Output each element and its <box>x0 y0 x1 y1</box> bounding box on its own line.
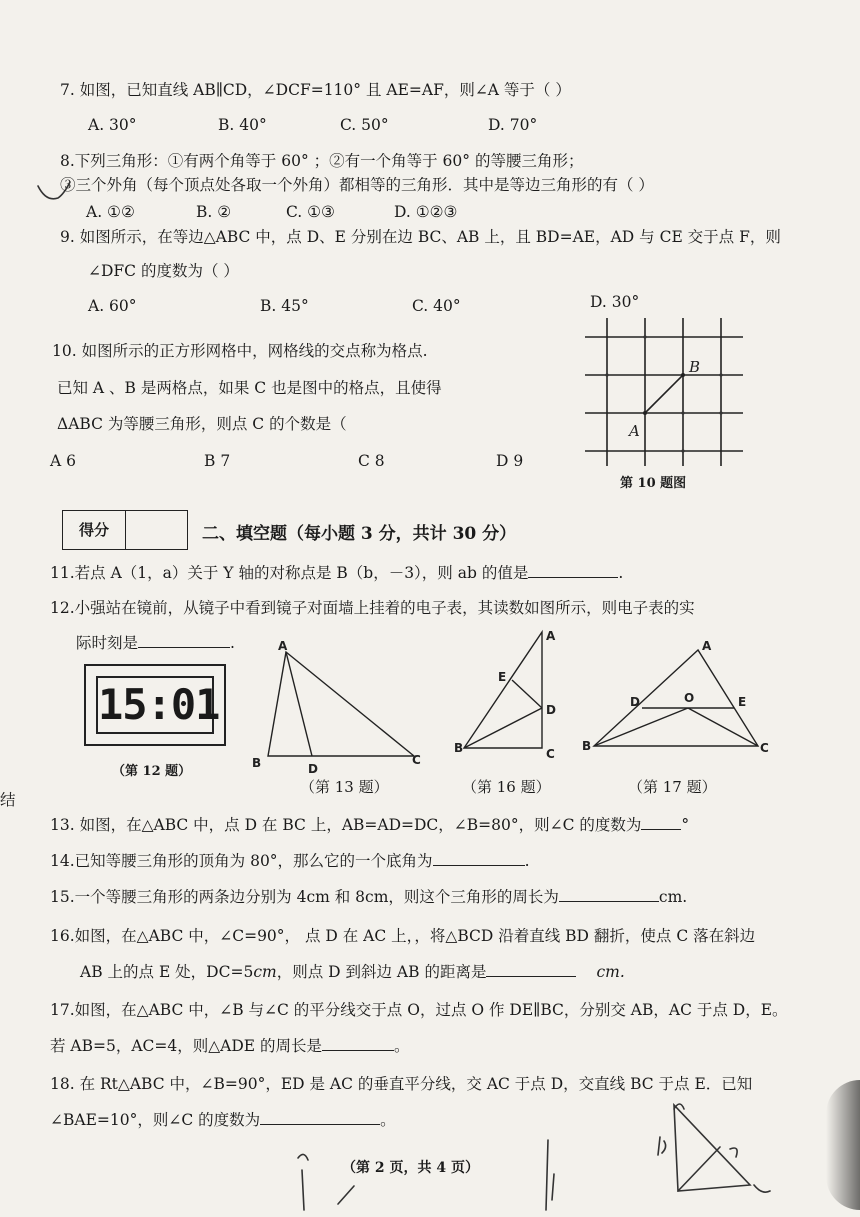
q16-caption: （第 16 题） <box>462 778 551 796</box>
q17-caption: （第 17 题） <box>628 778 717 796</box>
q7-option-c: C. 50° <box>340 116 389 134</box>
q13: 13. 如图，在△ABC 中，点 D 在 BC 上，AB=AD=DC，∠B=80°，则∠C 的度数为 ° <box>50 816 690 834</box>
svg-text:E: E <box>498 670 507 684</box>
svg-text:A: A <box>546 629 556 643</box>
digital-clock <box>84 664 226 746</box>
clock-display: 15:01 <box>96 676 214 734</box>
svg-text:O: O <box>684 691 695 705</box>
q10-stem-line1: 10. 如图所示的正方形网格中，网格线的交点称为格点. <box>52 342 428 360</box>
page-edge-shadow <box>826 1080 860 1210</box>
q18-answer-blank[interactable] <box>260 1110 380 1125</box>
q18-line1: 18. 在 Rt△ABC 中，∠B=90°，ED 是 AC 的垂直平分线，交 AC 于点 D，交直线 BC 于点 E．已知 <box>50 1075 753 1093</box>
fig17-triangle <box>580 640 780 760</box>
svg-text:C: C <box>546 747 555 761</box>
score-box <box>62 510 188 550</box>
svg-text:B: B <box>252 756 262 770</box>
q8-option-c: C. ①③ <box>286 203 335 221</box>
grid-label-a: A <box>629 422 640 440</box>
fig16-triangle <box>450 628 570 763</box>
q12-line1: 12.小强站在镜前，从镜子中看到镜子对面墙上挂着的电子表，其读数如图所示，则电子表的实 <box>50 599 695 617</box>
q7-option-d: D. 70° <box>488 116 538 134</box>
q9-stem-line1: 9. 如图所示，在等边△ABC 中，点 D、E 分别在边 BC、AB 上，且 BD=AE，AD 与 CE 交于点 F，则 <box>60 228 781 246</box>
svg-text:E: E <box>738 695 747 709</box>
page-footer: （第 2 页，共 4 页） <box>342 1160 479 1176</box>
q17-answer-blank[interactable] <box>322 1036 394 1051</box>
q9-option-b: B. 45° <box>260 297 309 315</box>
fig13-triangle <box>252 640 432 780</box>
grid-label-b: B <box>689 358 701 376</box>
svg-text:A: A <box>702 639 712 653</box>
q8-stem-line1: 8.下列三角形：①有两个角等于 60° ；②有一个角等于 60° 的等腰三角形； <box>60 152 584 170</box>
svg-text:D: D <box>308 762 318 776</box>
svg-text:A: A <box>278 639 288 653</box>
q16-line1: 16.如图，在△ABC 中，∠C=90°， 点 D 在 AC 上，，将△BCD 沿着直线 BD 翻折，使点 C 落在斜边 <box>50 927 756 945</box>
svg-text:C: C <box>412 753 421 767</box>
pen-scribble-bottom-mid <box>540 1140 570 1217</box>
q11-answer-blank[interactable] <box>528 563 618 578</box>
q9-option-d: D. 30° <box>590 293 640 311</box>
q16-answer-blank[interactable] <box>486 962 576 977</box>
q12-line2: 际时刻是 . <box>76 634 235 652</box>
q10-stem-line3: ΔABC 为等腰三角形，则点 C 的个数是（ <box>57 415 347 433</box>
pen-scribble-bottom-left <box>290 1140 370 1217</box>
q7-option-b: B. 40° <box>218 116 267 134</box>
q9-stem-line2: ∠DFC 的度数为（ ） <box>88 262 239 280</box>
svg-text:D: D <box>546 703 556 717</box>
q12-caption: （第 12 题） <box>112 764 192 779</box>
q10-grid-figure <box>585 318 755 478</box>
q7-option-a: A. 30° <box>88 116 137 134</box>
segment-ab <box>645 375 683 413</box>
grid-lines <box>585 318 743 466</box>
q14: 14.已知等腰三角形的顶角为 80°，那么它的一个底角为 . <box>50 852 530 870</box>
pen-tick-mark <box>36 180 76 210</box>
q14-answer-blank[interactable] <box>433 851 525 866</box>
svg-text:D: D <box>630 695 640 709</box>
q18-line2: ∠BAE=10°，则∠C 的度数为 。 <box>50 1111 396 1129</box>
q8-option-b: B. ② <box>196 203 232 221</box>
margin-char: 结 <box>0 791 16 809</box>
q10-option-a: A 6 <box>50 452 76 470</box>
section-title: 二、填空题（每小题 3 分，共计 30 分） <box>202 524 517 544</box>
q9-option-a: A. 60° <box>88 297 137 315</box>
q17-line2: 若 AB=5，AC=4，则△ADE 的周长是 。 <box>50 1037 410 1055</box>
svg-text:B: B <box>582 739 592 753</box>
q8-option-d: D. ①②③ <box>394 203 458 221</box>
q12-answer-blank[interactable] <box>138 633 230 648</box>
score-label: 得分 <box>63 511 126 549</box>
q13-caption: （第 13 题） <box>300 778 389 796</box>
svg-text:B: B <box>454 741 464 755</box>
q8-option-a: A. ①② <box>86 203 135 221</box>
q16-line2: AB 上的点 E 处，DC=5cm，则点 D 到斜边 AB 的距离是 cm. <box>80 963 625 981</box>
q7-stem: 7. 如图，已知直线 AB∥CD，∠DCF=110° 且 AE=AF，则∠A 等于（ ） <box>60 81 571 99</box>
q13-answer-blank[interactable] <box>641 815 681 830</box>
q10-option-d: D 9 <box>496 452 524 470</box>
q15: 15.一个等腰三角形的两条边分别为 4cm 和 8cm，则这个三角形的周长为 cm. <box>50 888 688 906</box>
q10-option-b: B 7 <box>204 452 231 470</box>
q15-answer-blank[interactable] <box>559 887 659 902</box>
handwritten-sketch <box>650 1095 790 1205</box>
q17-line1: 17.如图，在△ABC 中，∠B 与∠C 的平分线交于点 O，过点 O 作 DE∥BC，分别交 AB，AC 于点 D，E。 <box>50 1001 788 1019</box>
q10-figure-caption: 第 10 题图 <box>620 476 687 491</box>
svg-text:C: C <box>760 741 769 755</box>
q11: 11.若点 A（1，a）关于 Y 轴的对称点是 B（b，－3），则 ab 的值是 . <box>50 564 624 582</box>
q10-stem-line2: 已知 A 、B 是两格点，如果 C 也是图中的格点，且使得 <box>57 379 442 397</box>
q10-option-c: C 8 <box>358 452 385 470</box>
q9-option-c: C. 40° <box>412 297 461 315</box>
q8-stem-line2: ③三个外角（每个顶点处各取一个外角）都相等的三角形．其中是等边三角形的有（ ） <box>60 176 654 194</box>
